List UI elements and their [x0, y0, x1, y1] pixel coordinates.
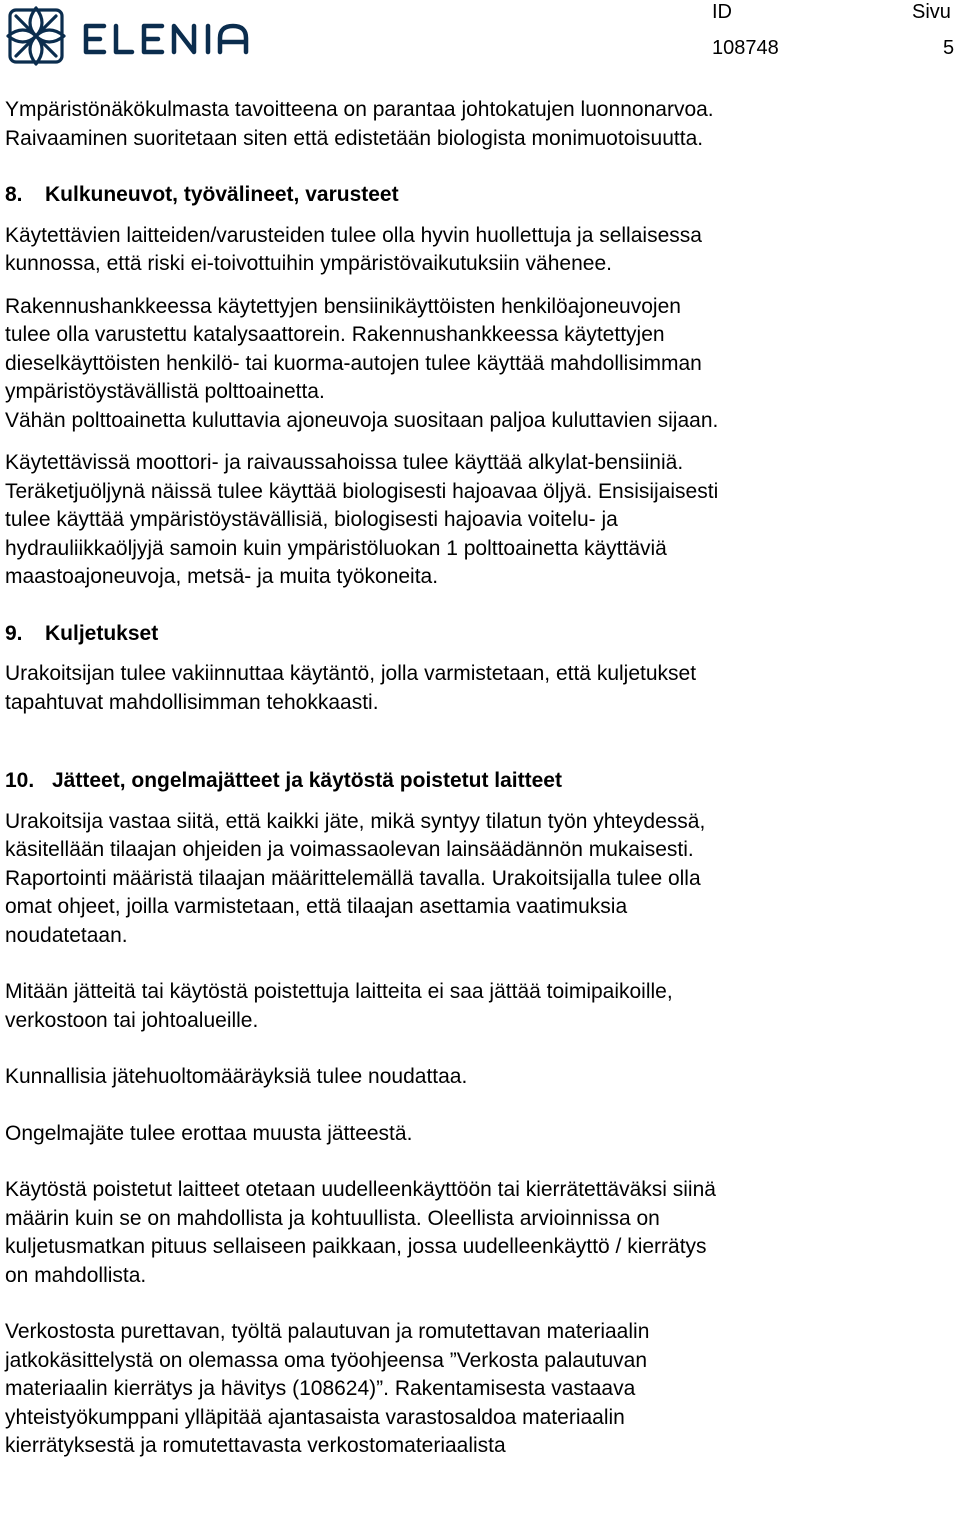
id-label: ID — [712, 1, 732, 23]
text-line: dieselkäyttöisten henkilö- tai kuorma-autojen tulee käyttää mahdollisimman — [5, 351, 702, 375]
section-title: Kuljetukset — [45, 621, 159, 645]
text-line: Urakoitsija vastaa siitä, että kaikki jäte, mikä syntyy tilatun työn yhteydessä, — [5, 809, 706, 833]
text-line: on mahdollista. — [5, 1263, 147, 1287]
text-line: noudatetaan. — [5, 923, 128, 947]
section-8-paragraph — [5, 293, 945, 436]
text-line: kunnossa, että riski ei-toivottuihin ympäristövaikutuksiin vähenee. — [5, 252, 612, 275]
section-8-paragraph — [5, 222, 945, 279]
text-line: määrin kuin se on mahdollista ja kohtuullista. Oleellista arvioinnissa on — [5, 1206, 660, 1230]
section-10-paragraph — [5, 978, 945, 1035]
text-line: Verkostosta purettavan, työltä palautuvan ja romutettavan materiaalin — [5, 1320, 650, 1343]
text-line: materiaalin kierrätys ja hävitys (108624)”. Rakentamisesta vastaava — [5, 1377, 636, 1400]
section-8-heading — [5, 181, 945, 210]
text-line: Käytöstä poistetut laitteet otetaan uudelleenkäyttöön tai kierrätettäväksi siinä — [5, 1178, 716, 1201]
page-label: Sivu — [912, 1, 951, 23]
section-number: 10. — [5, 769, 35, 792]
section-10-heading — [5, 767, 945, 796]
section-10-paragraph — [5, 1176, 945, 1290]
text-line: tulee käyttää ympäristöystävällisiä, biologisesti hajoavia voitelu- ja — [5, 508, 618, 531]
document-body — [5, 96, 945, 1461]
text-line: Käytettävissä moottori- ja raivaussahoissa tulee käyttää alkylat-bensiiniä. — [5, 451, 684, 474]
text-line: Ympäristönäkökulmasta tavoitteena on parantaa johtokatujen luonnonarvoa. — [5, 98, 714, 121]
text-line: Vähän polttoainetta kuluttavia ajoneuvoja suositaan paljoa kuluttavien sijaan. — [5, 408, 719, 432]
text-line: Urakoitsijan tulee vakiinnuttaa käytäntö, jolla varmistetaan, että kuljetukset — [5, 662, 697, 685]
intro-paragraph — [5, 96, 945, 153]
text-line: jatkokäsittelystä on olemassa oma työohjeensa ”Verkosta palautuvan — [5, 1348, 648, 1372]
text-line: tapahtuvat mahdollisimman tehokkaasti. — [5, 690, 379, 714]
section-8-paragraph — [5, 449, 945, 592]
section-9-heading — [5, 620, 945, 649]
text-line: Mitään jätteitä tai käytöstä poistettuja laitteita ei saa jättää toimipaikoille, — [5, 980, 673, 1003]
document-id: 108748 — [712, 37, 779, 59]
section-10-paragraph — [5, 1318, 945, 1461]
text-line: kierrätyksestä ja romutettavasta verkostomateriaalista — [5, 1434, 506, 1457]
text-line: maastoajoneuvoja, metsä- ja muita työkoneita. — [5, 565, 439, 588]
section-title: Kulkuneuvot, työvälineet, varusteet — [45, 183, 399, 206]
text-line: käsitellään tilaajan ohjeiden ja voimassaolevan lainsäädännön mukaisesti. — [5, 838, 694, 861]
text-line: kuljetusmatkan pituus sellaiseen paikkaan, jossa uudelleenkäyttö / kierrätys — [5, 1235, 707, 1258]
text-line: omat ohjeet, joilla varmistetaan, että tilaajan asettamia vaatimuksia — [5, 895, 628, 918]
text-line: Kunnallisia jätehuoltomääräyksiä tulee noudattaa. — [5, 1065, 468, 1088]
elenia-logo-graphic — [2, 2, 252, 72]
text-line: Käytettävien laitteiden/varusteiden tulee olla hyvin huollettuja ja sellaisessa — [5, 223, 702, 247]
section-10-paragraph — [5, 808, 945, 951]
text-line: Rakennushankkeessa käytettyjen bensiinikäyttöisten henkilöajoneuvojen — [5, 294, 681, 318]
text-line: Teräketjuöljynä näissä tulee käyttää biologisesti hajoavaa öljyä. Ensisijaisesti — [5, 479, 719, 503]
text-line: Ongelmajäte tulee erottaa muusta jätteestä. — [5, 1121, 413, 1145]
text-line: Raportointi määristä tilaajan määrittelemällä tavalla. Urakoitsijalla tulee olla — [5, 866, 701, 890]
text-line: Raivaaminen suoritetaan siten että edistetään biologista monimuotoisuutta. — [5, 126, 704, 150]
text-line: hydrauliikkaöljyjä samoin kuin ympäristöluokan 1 polttoainetta käyttäviä — [5, 536, 667, 560]
page-header — [0, 0, 960, 80]
section-9-paragraph — [5, 660, 945, 717]
section-10-paragraph — [5, 1120, 945, 1149]
page-number: 5 — [943, 37, 955, 59]
section-10-paragraph — [5, 1063, 945, 1092]
text-line: verkostoon tai johtoalueille. — [5, 1008, 259, 1032]
section-number: 9. — [5, 621, 23, 645]
section-title: Jätteet, ongelmajätteet ja käytöstä poistetut laitteet — [52, 769, 562, 792]
section-number: 8. — [5, 183, 23, 206]
text-line: yhteistyökumppani ylläpitää ajantasaista varastosaldoa materiaalin — [5, 1405, 625, 1429]
elenia-logo — [2, 2, 252, 72]
text-line: ympäristöystävällistä polttoainetta. — [5, 380, 325, 403]
text-line: tulee olla varustettu katalysaattorein. Rakennushankkeessa käytettyjen — [5, 323, 665, 346]
